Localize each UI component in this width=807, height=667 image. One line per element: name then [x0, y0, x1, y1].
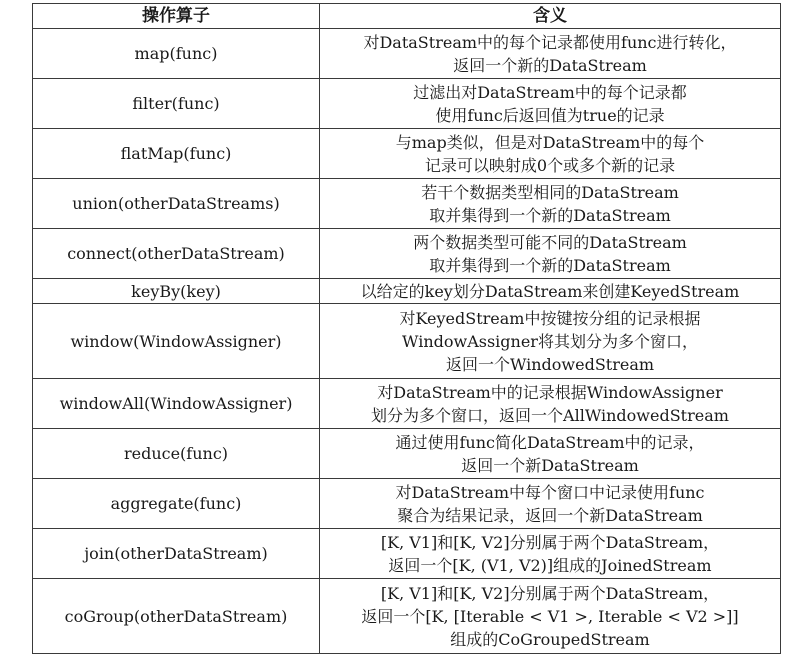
description-line: 以给定的key划分DataStream来创建KeyedStream — [360, 281, 740, 301]
description-cell — [320, 129, 781, 179]
description-cell — [320, 579, 781, 654]
operator-cell: windowAll(WindowAssigner) — [33, 379, 320, 429]
operator-cell: join(otherDataStream) — [33, 529, 320, 579]
table-row — [33, 179, 781, 229]
operator-cell: connect(otherDataStream) — [33, 229, 320, 279]
operator-cell: map(func) — [33, 29, 320, 79]
description-cell — [320, 179, 781, 229]
description-line: 返回一个WindowedStream — [445, 354, 655, 374]
description-cell — [320, 229, 781, 279]
description-line: 两个数据类型可能不同的DataStream — [413, 232, 687, 252]
table-row — [33, 379, 781, 429]
description-line: 对DataStream中每个窗口中记录使用func — [395, 482, 705, 502]
column-header-meaning: 含义 — [320, 4, 781, 29]
operator-cell: reduce(func) — [33, 429, 320, 479]
description-line: [K, V1]和[K, V2]分别属于两个DataStream， — [380, 532, 720, 552]
description-line: 聚合为结果记录，返回一个新DataStream — [397, 505, 703, 525]
description-cell — [320, 379, 781, 429]
description-line: 取并集得到一个新的DataStream — [429, 255, 671, 275]
description-line: 过滤出对DataStream中的每个记录都 — [413, 82, 687, 102]
description-cell — [320, 29, 781, 79]
description-line: 组成的CoGroupedStream — [450, 629, 650, 649]
table-row — [33, 279, 781, 304]
operator-cell: keyBy(key) — [33, 279, 320, 304]
table-row — [33, 429, 781, 479]
description-cell — [320, 429, 781, 479]
description-cell — [320, 479, 781, 529]
description-line: [K, V1]和[K, V2]分别属于两个DataStream， — [380, 583, 720, 603]
description-cell — [320, 529, 781, 579]
description-cell — [320, 79, 781, 129]
table-body — [33, 29, 781, 654]
table-row — [33, 579, 781, 654]
description-line: 返回一个[K, [Iterable < V1 >, Iterable < V2 >]] — [361, 606, 739, 626]
table-header-row — [33, 4, 781, 29]
table-row — [33, 29, 781, 79]
table-row — [33, 129, 781, 179]
table-row — [33, 79, 781, 129]
column-header-operator: 操作算子 — [33, 4, 320, 29]
description-line: 若干个数据类型相同的DataStream — [421, 182, 679, 202]
description-line: 返回一个[K, (V1, V2)]组成的JoinedStream — [388, 555, 712, 575]
description-line: 取并集得到一个新的DataStream — [429, 205, 671, 225]
operators-table — [32, 3, 781, 654]
description-line: 对DataStream中的记录根据WindowAssigner — [377, 382, 723, 402]
operator-cell: window(WindowAssigner) — [33, 304, 320, 379]
table-row — [33, 479, 781, 529]
description-line: 对KeyedStream中按键按分组的记录根据 — [399, 308, 701, 328]
table-row — [33, 229, 781, 279]
description-line: 记录可以映射成0个或多个新的记录 — [424, 155, 676, 175]
description-line: 划分为多个窗口，返回一个AllWindowedStream — [371, 405, 729, 425]
operator-cell: aggregate(func) — [33, 479, 320, 529]
description-line: 通过使用func简化DataStream中的记录， — [395, 432, 705, 452]
description-line: 返回一个新的DataStream — [453, 55, 647, 75]
description-line: 对DataStream中的每个记录都使用func进行转化， — [363, 32, 737, 52]
description-cell — [320, 279, 781, 304]
description-line: 使用func后返回值为true的记录 — [435, 105, 665, 125]
operator-cell: union(otherDataStreams) — [33, 179, 320, 229]
description-line: WindowAssigner将其划分为多个窗口， — [402, 331, 698, 351]
table-row — [33, 529, 781, 579]
description-cell — [320, 304, 781, 379]
operator-cell: coGroup(otherDataStream) — [33, 579, 320, 654]
table-row — [33, 304, 781, 379]
operator-cell: filter(func) — [33, 79, 320, 129]
description-line: 与map类似，但是对DataStream中的每个 — [395, 132, 705, 152]
description-line: 返回一个新DataStream — [461, 455, 639, 475]
operator-cell: flatMap(func) — [33, 129, 320, 179]
